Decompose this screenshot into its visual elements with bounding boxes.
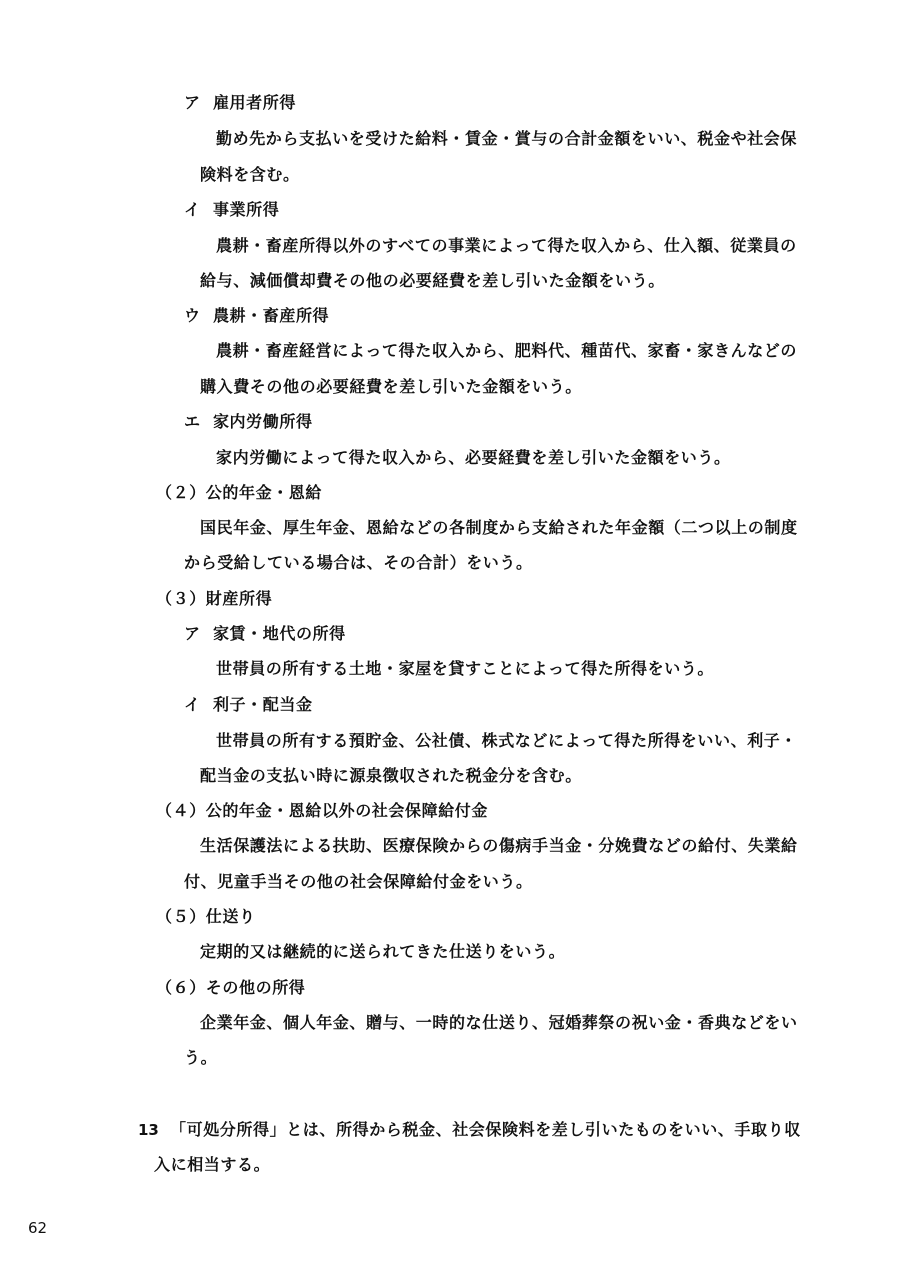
section3-item-a-body-line1: 世帯員の所有する土地・家屋を貸すことによって得た所得をいう。 <box>216 659 715 678</box>
section3-item-a-heading <box>184 624 346 644</box>
section3-item-a-title: 家賃・地代の所得 <box>212 624 346 643</box>
page-number: 62 <box>28 1219 48 1237</box>
section4-body-line2: 付、児童手当その他の社会保障給付金をいう。 <box>184 872 533 891</box>
item-a-heading <box>184 93 296 113</box>
section2-heading: （２）公的年金・恩給 <box>156 483 323 502</box>
item-a-body-line2: 険料を含む。 <box>200 165 300 184</box>
item-a-marker: ア <box>184 93 201 112</box>
section5-heading: （５）仕送り <box>156 907 256 926</box>
note13-number: 13 <box>138 1121 159 1139</box>
section3-item-a-marker: ア <box>184 624 201 643</box>
section3-item-i-heading <box>184 695 313 715</box>
item-u-title: 農耕・畜産所得 <box>212 306 330 325</box>
item-a-title: 雇用者所得 <box>212 93 296 112</box>
item-e-title: 家内労働所得 <box>212 412 313 431</box>
note13-body-line1: 「可処分所得」とは、所得から税金、社会保険料を差し引いたものをいい、手取り収 <box>170 1120 801 1139</box>
item-u-heading <box>184 306 329 326</box>
item-i-marker: イ <box>184 200 201 219</box>
section4-heading: （４）公的年金・恩給以外の社会保障給付金 <box>156 801 489 820</box>
section3-item-i-marker: イ <box>184 695 201 714</box>
item-i-body-line2: 給与、減価償却費その他の必要経費を差し引いた金額をいう。 <box>200 271 665 290</box>
section4-body-line1: 生活保護法による扶助、医療保険からの傷病手当金・分娩費などの給付、失業給 <box>200 836 798 855</box>
section3-item-i-body-line2: 配当金の支払い時に源泉徴収された税金分を含む。 <box>200 766 582 785</box>
item-a-body-line1: 勤め先から支払いを受けた給料・賃金・賞与の合計金額をいい、税金や社会保 <box>216 129 798 148</box>
section5-body-line1: 定期的又は継続的に送られてきた仕送りをいう。 <box>200 942 566 961</box>
item-e-marker: エ <box>184 412 201 431</box>
note13-body-line2: 入に相当する。 <box>154 1155 271 1174</box>
item-i-heading <box>184 200 279 220</box>
section3-item-i-title: 利子・配当金 <box>212 695 313 714</box>
section2-body-line1: 国民年金、厚生年金、恩給などの各制度から支給された年金額（二つ以上の制度 <box>200 518 798 537</box>
item-e-body-line1: 家内労働によって得た収入から、必要経費を差し引いた金額をいう。 <box>216 448 731 467</box>
item-u-marker: ウ <box>184 306 201 325</box>
item-i-title: 事業所得 <box>212 200 280 219</box>
section2-body-line2: から受給している場合は、その合計）をいう。 <box>184 553 533 572</box>
section6-heading: （６）その他の所得 <box>156 978 306 997</box>
section3-heading: （３）財産所得 <box>156 589 273 608</box>
section3-item-i-body-line1: 世帯員の所有する預貯金、公社債、株式などによって得た所得をいい、利子・ <box>216 731 798 750</box>
section6-body-line1: 企業年金、個人年金、贈与、一時的な仕送り、冠婚葬祭の祝い金・香典などをい <box>200 1013 798 1032</box>
section6-body-line2: う。 <box>184 1048 218 1067</box>
item-u-body-line2: 購入費その他の必要経費を差し引いた金額をいう。 <box>200 377 582 396</box>
item-u-body-line1: 農耕・畜産経営によって得た収入から、肥料代、種苗代、家畜・家きんなどの <box>216 341 798 360</box>
item-i-body-line1: 農耕・畜産所得以外のすべての事業によって得た収入から、仕入額、従業員の <box>216 236 797 255</box>
item-e-heading <box>184 412 313 432</box>
